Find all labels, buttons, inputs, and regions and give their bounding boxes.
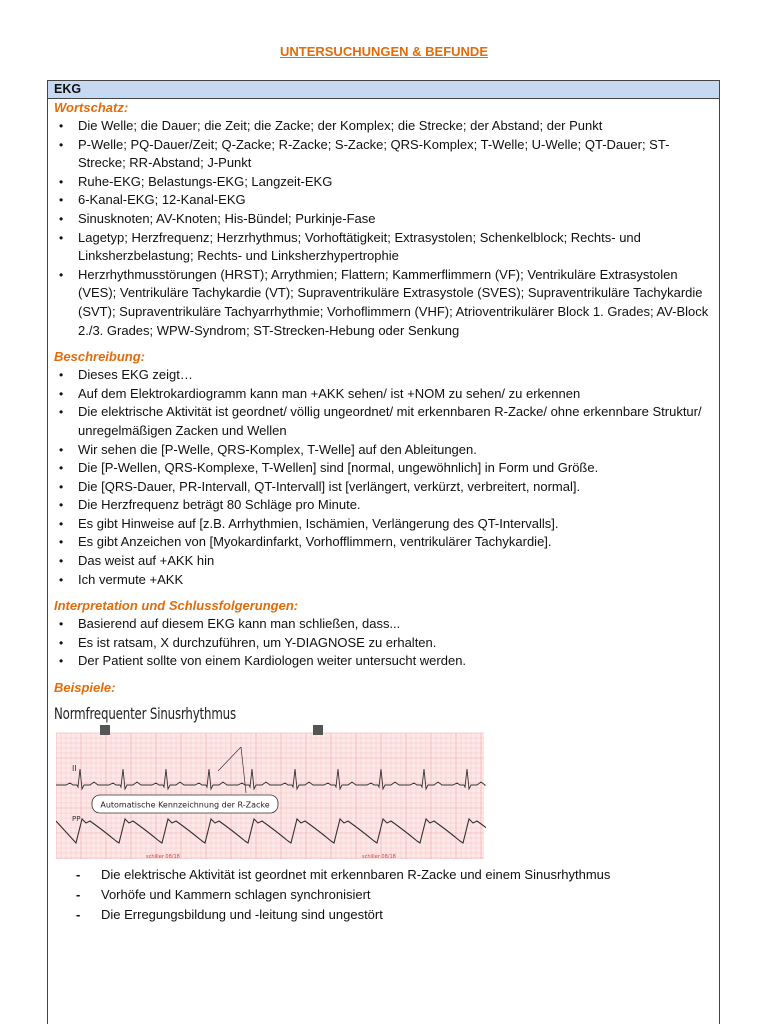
list-item-text: Die Welle; die Dauer; die Zeit; die Zacke; der Komplex; die Strecke; der Abstand; der Punkt	[78, 118, 603, 133]
list-item	[54, 210, 713, 229]
list-item-text: Die Herzfrequenz beträgt 80 Schläge pro Minute.	[78, 497, 361, 513]
list-item-text: Der Patient sollte von einem Kardiologen weiter untersucht werden.	[78, 653, 467, 669]
page-title: UNTERSUCHUNGEN & BEFUNDE	[279, 44, 488, 59]
bullet-marker: •	[59, 405, 64, 420]
list-item-text: Ruhe-EKG; Belastungs-EKG; Langzeit-EKG	[78, 173, 333, 189]
list-item	[54, 441, 713, 460]
list-item-text: Dieses EKG zeigt…	[78, 367, 193, 383]
list-item-text: Die [P-Wellen, QRS-Komplexe, T-Wellen] sind [normal, ungewöhnlich] in Form und Größe.	[78, 460, 599, 476]
list-item-text: Es gibt Hinweise auf [z.B. Arrhythmien, Ischämien, Verlängerung des QT-Intervalls].	[78, 515, 559, 531]
bullet-marker: •	[59, 635, 64, 650]
list-item	[54, 885, 713, 905]
bullet-marker: •	[59, 119, 64, 133]
beispiele-list	[54, 865, 713, 925]
ekg-strip	[56, 725, 486, 863]
bullet-marker: •	[59, 211, 64, 226]
ekg-example-figure	[54, 703, 490, 863]
bullet-marker: •	[59, 535, 64, 550]
list-item	[54, 905, 713, 925]
bullet-marker: •	[59, 572, 64, 587]
bullet-marker: •	[59, 554, 64, 569]
bullet-marker: •	[59, 461, 64, 476]
list-item	[54, 615, 713, 634]
dash-marker: -	[76, 867, 81, 883]
beispiele-heading: Beispiele:	[54, 680, 116, 696]
ekg-section-box	[47, 80, 720, 1024]
marker-square-left	[100, 725, 110, 735]
bullet-marker: •	[59, 368, 64, 383]
list-item	[54, 571, 713, 590]
list-item	[54, 229, 713, 266]
footer-right: schiller 08/18	[362, 854, 396, 861]
list-item	[54, 366, 713, 385]
list-item-text: Die Erregungsbildung und -leitung sind ungestört	[101, 907, 383, 923]
list-item-text: Sinusknoten; AV-Knoten; His-Bündel; Purkinje-Fase	[78, 210, 376, 226]
bullet-marker: •	[59, 267, 64, 282]
bullet-marker: •	[59, 174, 64, 189]
list-item	[54, 173, 713, 192]
bullet-marker: •	[59, 479, 64, 494]
wortschatz-list	[54, 117, 713, 340]
list-item	[54, 533, 713, 552]
dash-marker: -	[76, 887, 81, 903]
list-item	[54, 191, 713, 210]
list-item	[54, 496, 713, 515]
list-item-text: Lagetyp; Herzfrequenz; Herzrhythmus; Vorhoftätigkeit; Extrasystolen; Schenkelblock; Rechts- und Linksherzbelastung; Rechts- und Linksherzhypertrophie	[78, 229, 641, 264]
list-item	[54, 552, 713, 571]
list-item-text: Herzrhythmusstörungen (HRST); Arrythmien; Flattern; Kammerflimmern (VF); Ventrikuläre Extrasystolen (VES); Ventrikuläre Tachykardie (VT); Supraventrikuläre Extrasystole (SVES); Supraventrikuläre Tachykardie (SVT); Supraventrikuläre Tachyarrhythmie; Vorhoflimmern (VHF); Atrioventrikulärer Block 1. Grades; AV-Block 2./3. Grades; WPW-Syndrom; ST-Strecken-Hebung oder Senkung	[78, 266, 709, 338]
bullet-marker: •	[59, 137, 64, 152]
list-item	[54, 459, 713, 478]
lead-label-pp: PP	[72, 815, 81, 824]
dash-marker: -	[76, 907, 81, 923]
list-item-text: Die [QRS-Dauer, PR-Intervall, QT-Intervall] ist [verlängert, verkürzt, verbreitert, normal].	[78, 478, 581, 494]
list-item-text: Das weist auf +AKK hin	[78, 553, 215, 569]
list-item	[54, 117, 713, 136]
list-item	[54, 478, 713, 497]
list-item	[54, 515, 713, 534]
interpretation-heading: Interpretation und Schlussfolgerungen:	[54, 598, 299, 614]
bullet-marker: •	[59, 654, 64, 669]
footer-left: schiller 08/18	[146, 854, 180, 861]
bullet-marker: •	[59, 193, 64, 208]
beschreibung-heading: Beschreibung:	[54, 349, 146, 365]
list-item-text: P-Welle; PQ-Dauer/Zeit; Q-Zacke; R-Zacke; S-Zacke; QRS-Komplex; T-Welle; U-Welle; QT-Dauer; ST-Strecke; RR-Abstand; J-Punkt	[78, 136, 670, 171]
list-item-text: Vorhöfe und Kammern schlagen synchronisiert	[101, 887, 371, 903]
section-header: EKG	[48, 81, 719, 99]
wortschatz-heading: Wortschatz:	[54, 100, 129, 115]
list-item-text: Wir sehen die [P-Welle, QRS-Komplex, T-Welle] auf den Ableitungen.	[78, 441, 477, 457]
annotation-text: Automatische Kennzeichnung der R-Zacke	[100, 800, 270, 810]
list-item	[54, 266, 713, 340]
bullet-marker: •	[59, 230, 64, 245]
beschreibung-list	[54, 366, 713, 589]
bullet-marker: •	[59, 617, 64, 632]
list-item-text: 6-Kanal-EKG; 12-Kanal-EKG	[78, 192, 246, 208]
bullet-marker: •	[59, 516, 64, 531]
list-item-text: Basierend auf diesem EKG kann man schließen, dass...	[78, 616, 401, 632]
list-item-text: Es gibt Anzeichen von [Myokardinfarkt, Vorhofflimmern, ventrikulärer Tachykardie].	[78, 534, 552, 550]
interpretation-list	[54, 615, 713, 671]
list-item-text: Die elektrische Aktivität ist geordnet mit erkennbaren R-Zacke und einem Sinusrhythmus	[101, 867, 611, 883]
list-item-text: Auf dem Elektrokardiogramm kann man +AKK sehen/ ist +NOM zu sehen/ zu erkennen	[78, 385, 581, 401]
list-item	[54, 385, 713, 404]
list-item	[54, 652, 713, 671]
section-content	[48, 99, 719, 925]
lead-label-ii: II	[72, 764, 77, 774]
list-item-text: Die elektrische Aktivität ist geordnet/ völlig ungeordnet/ mit erkennbaren R-Zacke/ ohne erkennbare Struktur/ unregelmäßigen Zacken und Wellen	[78, 404, 702, 438]
bullet-marker: •	[59, 386, 64, 401]
bullet-marker: •	[59, 498, 64, 513]
list-item	[54, 634, 713, 653]
marker-square-right	[313, 725, 323, 735]
ekg-figure-title: Normfrequenter Sinusrhythmus	[54, 704, 236, 724]
list-item-text: Es ist ratsam, X durchzuführen, um Y-DIAGNOSE zu erhalten.	[78, 634, 437, 650]
list-item	[54, 865, 713, 885]
list-item	[54, 403, 713, 440]
bullet-marker: •	[59, 442, 64, 457]
list-item-text: Ich vermute +AKK	[78, 571, 184, 587]
list-item	[54, 136, 713, 173]
